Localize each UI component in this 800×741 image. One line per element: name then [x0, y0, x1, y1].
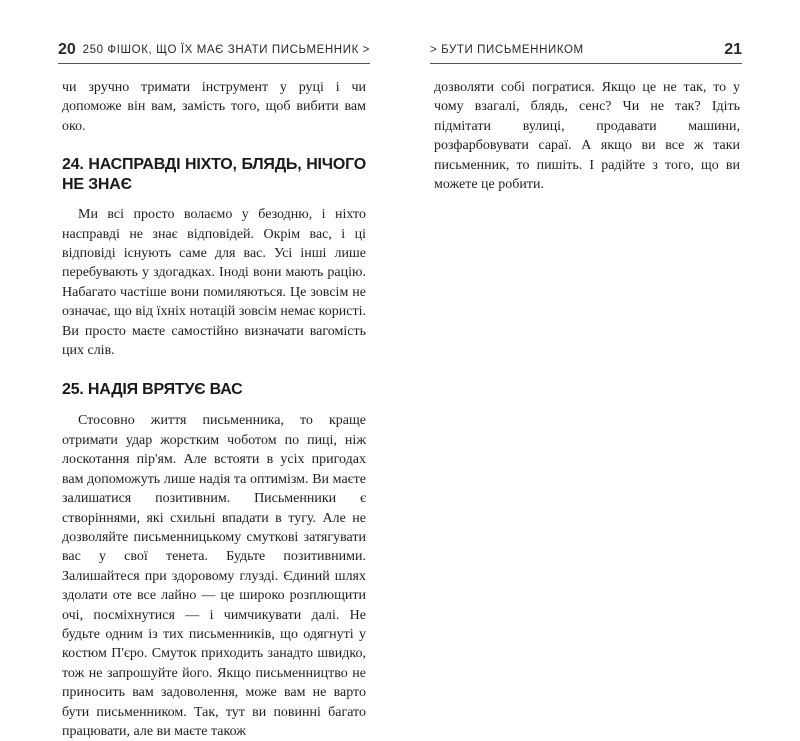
intro-paragraph: чи зручно тримати інструмент у руці і чи допоможе він вам, замість того, щоб вибити вам око.: [62, 80, 366, 134]
right-paragraph: дозволяти собі погратися. Якщо це не так, то у чому взагалі, блядь, сенс? Чи не так? Ідіть підмітати вулиці, продавати машини, розфарбовувати сараї. А якщо ви все ж таки письменник, то пишіть. І радійте з того, що ви можете це робити.: [434, 80, 740, 193]
section-25-paragraph: Стосовно життя письменника, то краще отримати удар жорстким чоботом по пиці, ніж лоскотання пір'ям. Але встояти в усіх пригодах вам допоможуть лише надія та оптимізм. Ви маєте залишатися позитивним. Письменники є створіннями, які схильні впадати в тугу. Але не дозволяйте письменницькому смуткові затягувати вас у свої тенета. Будьте позитивними. Залишайтеся при здоровому глузді. Єдиний шлях здолати оте все лайно — це широко розплющити очі, посміхнутися — і чимчикувати далі. Не будьте одним із тих письменників, що одягнуті у костюм П'єро. Смуток приходить занадто швидко, тож не запрошуйте його. Якщо письменництво не приносить вам задоволення, може вам не варто бути письменником. Так, тут ви повинні багато працювати, але ви маєте також: [62, 413, 366, 739]
right-running-head: [430, 40, 742, 64]
section-24-heading: 24. НАСПРАВДІ НІХТО, БЛЯДЬ, НІЧОГО НЕ ЗНАЄ: [62, 156, 366, 194]
left-text-block: [62, 78, 366, 741]
left-running-head-title: 250 ФІШОК, ЩО ЇХ МАЄ ЗНАТИ ПИСЬМЕННИК >: [82, 44, 370, 56]
right-text-block: [434, 78, 740, 194]
right-running-head-title: > БУТИ ПИСЬМЕННИКОМ: [430, 44, 584, 56]
right-page: [400, 0, 800, 615]
left-page-number: 20: [58, 41, 76, 58]
section-24-paragraph: Ми всі просто волаємо у безодню, і ніхто насправді не знає відповідей. Окрім вас, і ці відповіді існують саме для вас. Усі інші лише перебувають у здогадках. Іноді вони мають рацію. Набагато частіше вони помиляються. Це зовсім не означає, що від їхніх нотацій зовсім немає користі. Ви просто маєте самостійно визначати вагомість цих слів.: [62, 207, 366, 359]
left-running-head: [58, 40, 370, 64]
right-page-number: 21: [724, 41, 742, 58]
section-25-heading: 25. НАДІЯ ВРЯТУЄ ВАС: [62, 381, 243, 399]
left-page: [0, 0, 400, 739]
